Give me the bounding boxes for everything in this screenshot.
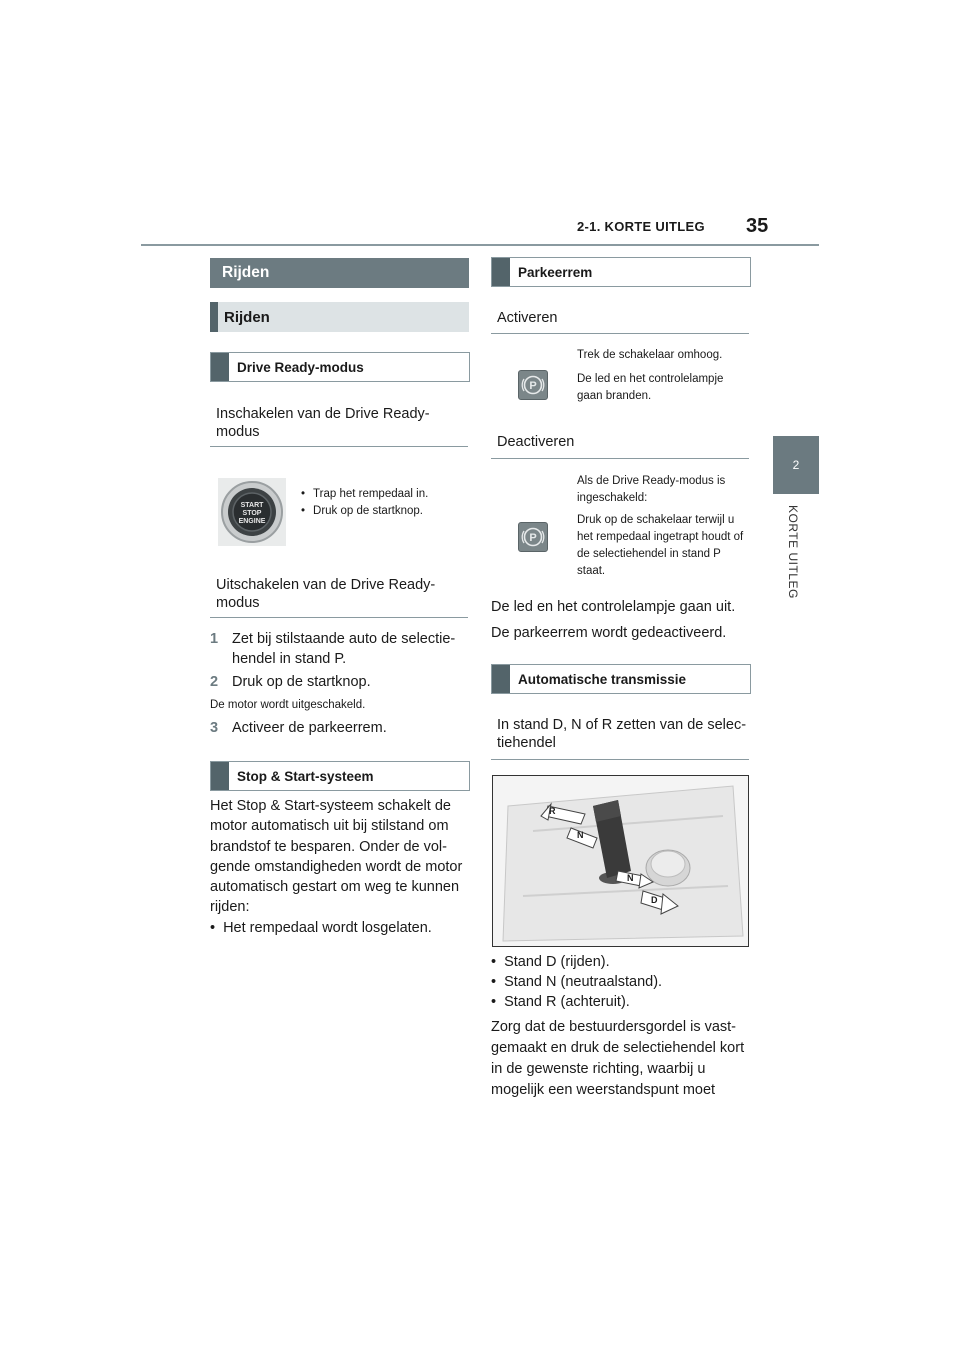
start-stop-button-image (218, 478, 286, 546)
list-item: • Trap het rempedaal in. (301, 486, 466, 503)
gear-label-r: R (549, 806, 556, 816)
list-item: • Stand R (achteruit). (491, 992, 749, 1012)
start-steps-list (301, 486, 466, 520)
note-motor-off: De motor wordt uitgeschakeld. (210, 699, 366, 711)
caption-deactiveren: Deactiveren (491, 433, 749, 459)
list-item: • Het rempedaal wordt losgelaten. (210, 918, 468, 938)
gear-body: Zorg dat de bestuurdersgordel is vast-gemaakt en druk de selectiehendel kort in de gewenste richting, waarbij u mogelijk een weerstandspunt moet (491, 1019, 745, 1098)
heading-drive-ready: Drive Ready-modus (210, 352, 470, 382)
page-number: 35 (746, 215, 769, 237)
caption-inschakelen: Inschakelen van de Drive Ready-modus (210, 405, 468, 447)
caption-uitschakelen: Uitschakelen van de Drive Ready-modus (210, 576, 468, 618)
parking-brake-icon (518, 522, 548, 552)
step-2: 2 Druk op de startknop. (210, 674, 371, 690)
parking-brake-icon (518, 370, 548, 400)
after-deactivate-1: De led en het controlelampje gaan uit. (491, 599, 736, 615)
list-item: • Stand N (neutraalstand). (491, 972, 749, 992)
heading-automatische-transmissie: Automatische transmissie (491, 664, 751, 694)
step-3: 3 Activeer de parkeerrem. (210, 720, 387, 736)
step-1: 1 Zet bij stilstaande auto de selectie-hendel in stand P. (210, 631, 456, 667)
subsection-band-rijden: Rijden (210, 302, 469, 332)
gear-list (491, 952, 749, 1012)
svg-text:P: P (529, 380, 537, 392)
heading-parkeerrem: Parkeerrem (491, 257, 751, 287)
header-divider (141, 244, 819, 246)
chapter-tab: 2 (773, 436, 819, 494)
start-stop-engine-label: START STOP ENGINE (238, 502, 266, 525)
caption-activeren: Activeren (491, 309, 749, 334)
activate-instructions: Trek de schakelaar omhoog. De led en het controlelampje gaan branden. (577, 349, 724, 402)
heading-stop-start: Stop & Start-systeem (210, 761, 470, 791)
gear-label-n-upper: N (577, 830, 584, 840)
list-item: • Druk op de startknop. (301, 503, 466, 520)
svg-text:P: P (529, 532, 537, 544)
after-deactivate-2: De parkeerrem wordt gedeactiveerd. (491, 625, 727, 641)
gear-label-n-lower: N (627, 873, 634, 883)
chapter-label: KORTE UITLEG (786, 505, 800, 599)
stop-start-body: Het Stop & Start-systeem schakelt de motor automatisch uit bij stilstand om brandstof te besparen. Onder de vol-gende omstandigheden wordt de motor automatisch gestart om weg te kunnen rijden: (210, 798, 463, 916)
list-item: • Stand D (rijden). (491, 952, 749, 972)
deactivate-instructions: Als de Drive Ready-modus is ingeschakeld: Druk op de schakelaar terwijl u het rempedaal ingetrapt houdt of de selectiehendel in stand P staat. (577, 475, 744, 577)
section-band-rijden: Rijden (210, 258, 469, 288)
caption-gear-selection: In stand D, N of R zetten van de selec-tiehendel (491, 716, 749, 760)
section-title: 2-1. KORTE UITLEG (577, 219, 705, 234)
gear-label-d: D (651, 895, 658, 905)
gear-selector-image (492, 775, 749, 947)
